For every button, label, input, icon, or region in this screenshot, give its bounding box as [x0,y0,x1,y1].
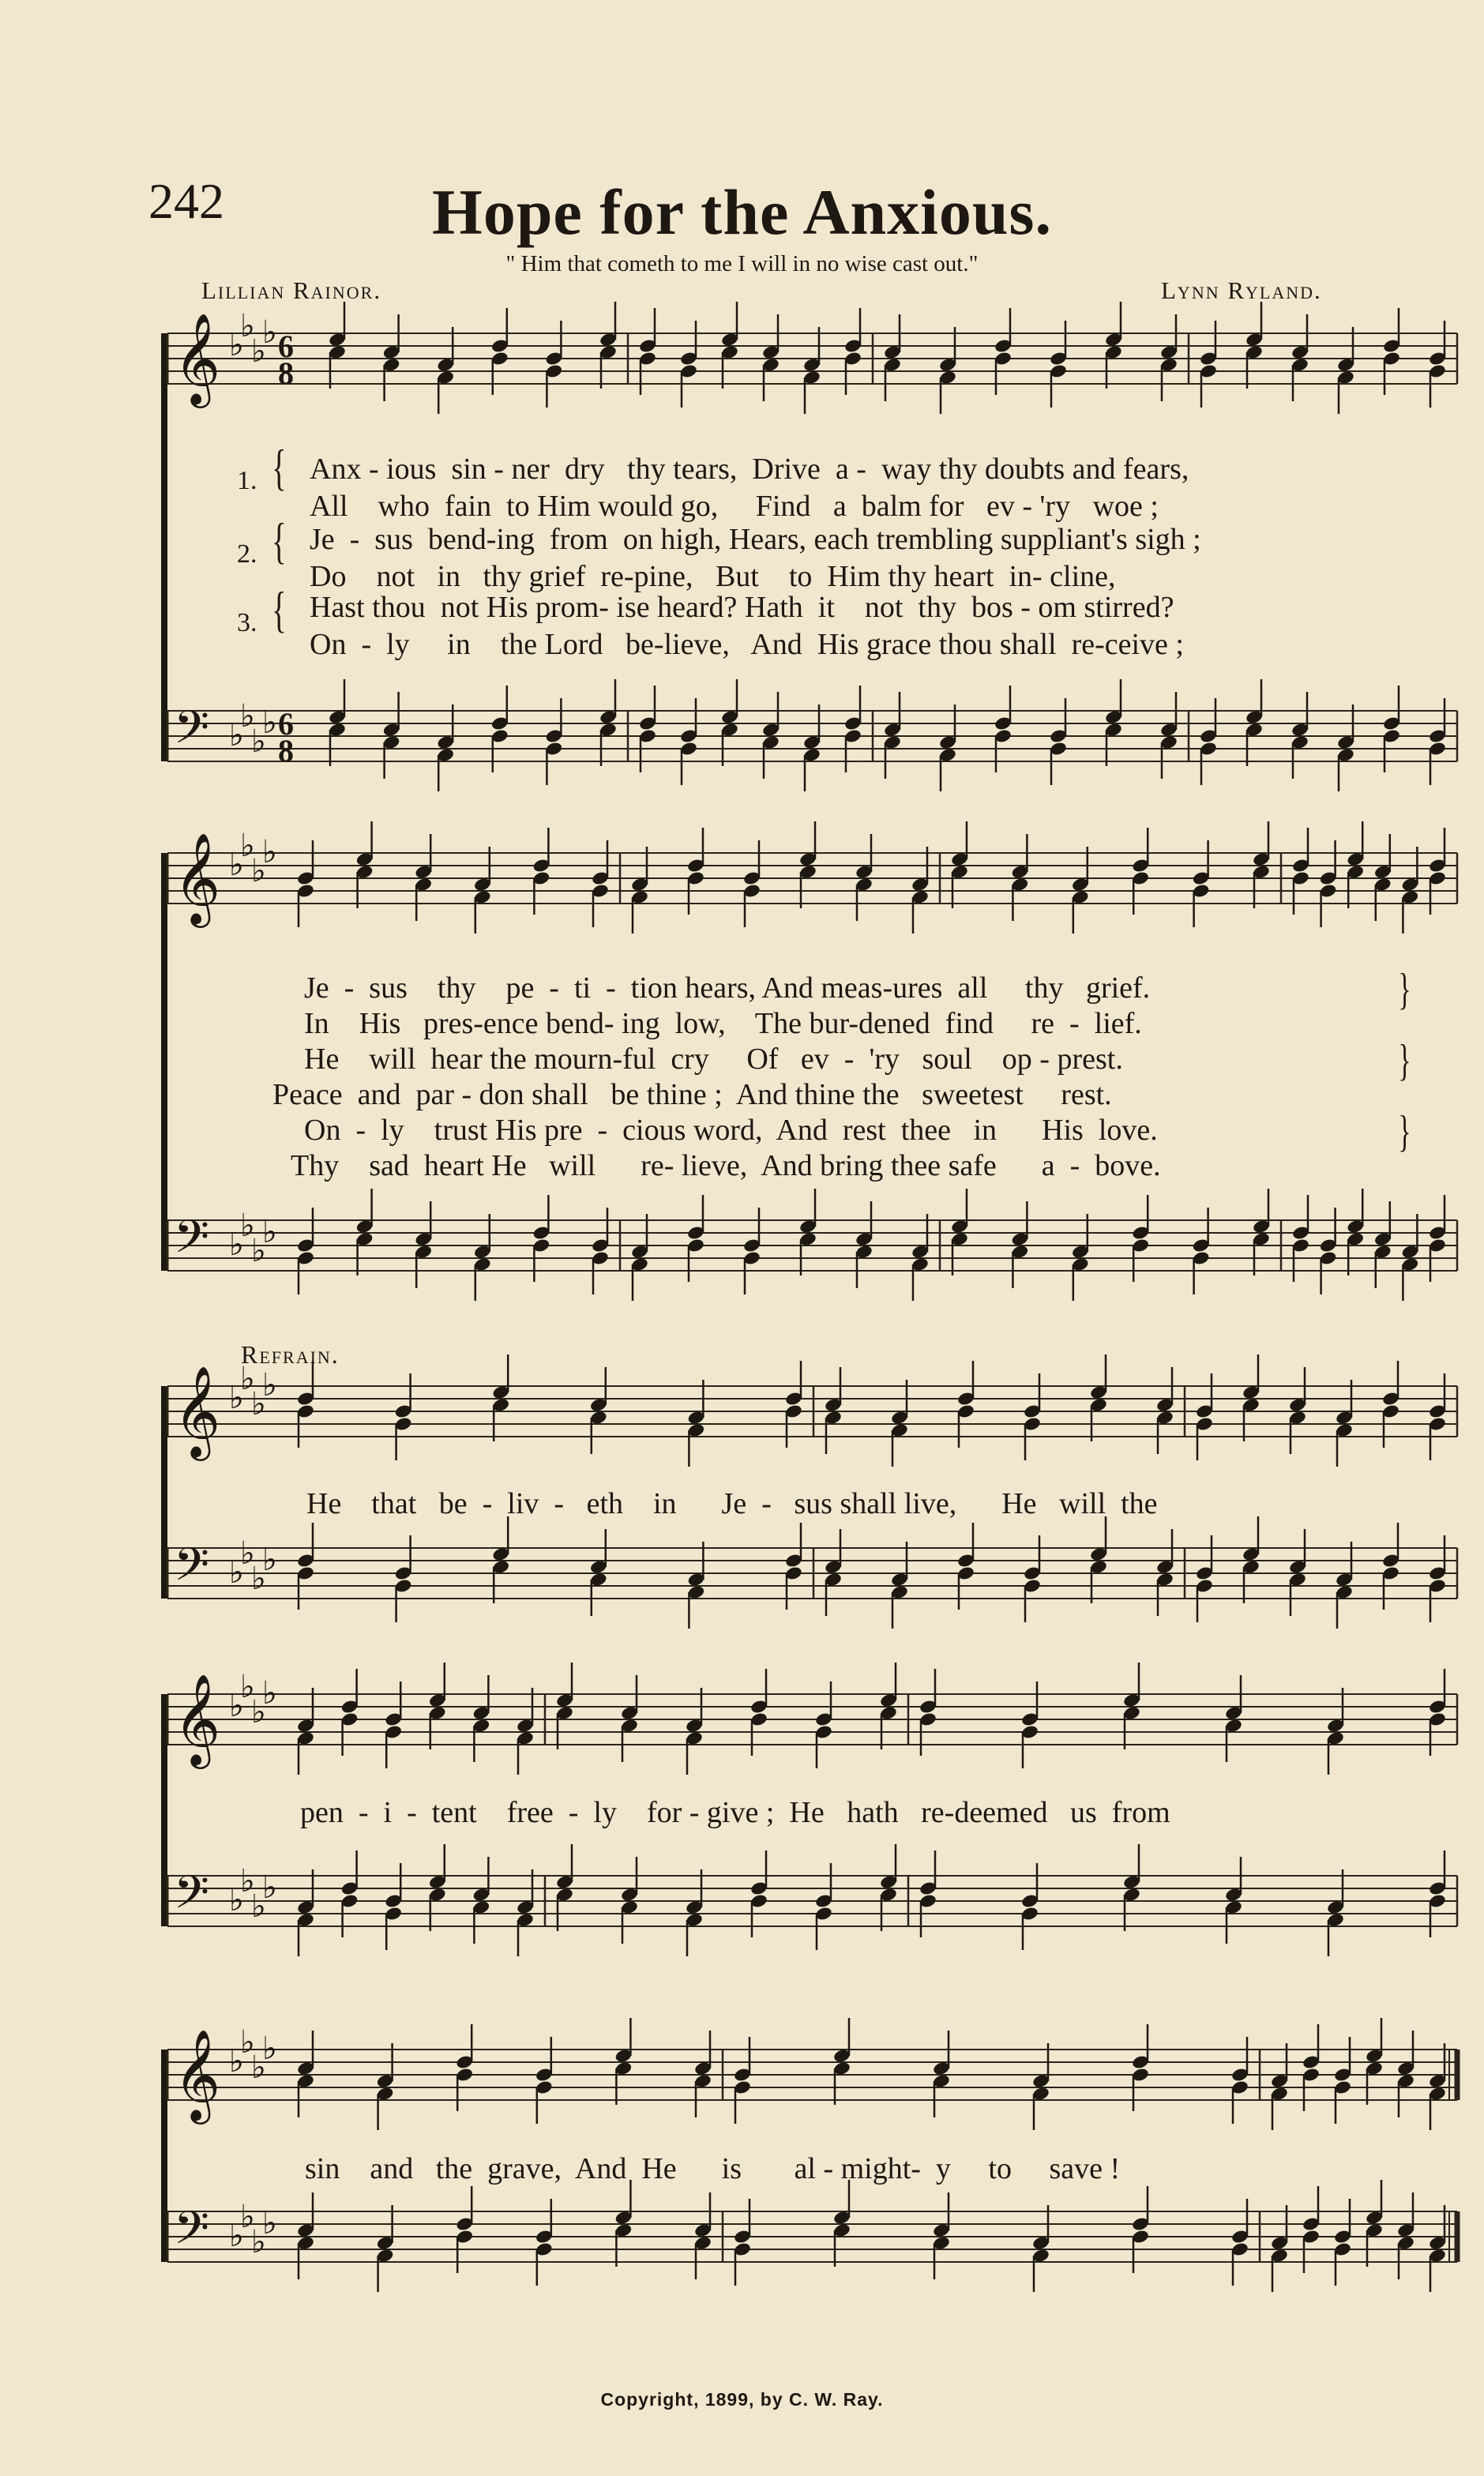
verse-number: 1. [237,466,257,495]
flat-icon: ♭ [262,1675,277,1711]
flat-icon: ♭ [251,333,266,370]
flat-icon: ♭ [262,834,277,870]
refrain-line-3: sin and the grave, And He is al - might- y to save ! [305,2152,1121,2185]
flat-icon: ♭ [262,1542,277,1578]
flat-icon: ♭ [262,1214,277,1250]
composer-credit: Lynn Ryland. [1161,276,1322,304]
verse-1-line-1: Anx - ious sin - ner dry thy tears, Drive a - way thy doubts and fears, [310,453,1189,486]
time-signature-bottom: 8 [278,355,294,391]
flat-icon: ♭ [251,1561,266,1597]
copyright-notice: Copyright, 1899, by C. W. Ray. [600,2389,884,2410]
verse-part2-line: He will hear the mourn-ful cry Of ev - 'ry soul op - prest. [304,1043,1123,1076]
time-signature-bottom: 8 [278,733,294,768]
hymn-title: Hope for the Anxious. [432,176,1052,248]
flat-icon: ♭ [229,2043,244,2080]
treble-clef-icon: 𝄞 [174,832,221,924]
bass-clef-icon: 𝄢 [174,1210,210,1275]
flat-icon: ♭ [240,1361,255,1397]
verse-3-line-1: Hast thou not His prom- ise heard? Hath it not thy bos - om stirred? [310,591,1174,624]
refrain-label: Refrain. [241,1340,340,1369]
flat-icon: ♭ [240,2024,255,2061]
verse-2-line-1: Je - sus bend-ing from on high, Hears, each trembling suppliant's sigh ; [310,523,1201,556]
bass-clef-icon: 𝄢 [174,2201,210,2266]
flat-icon: ♭ [251,1386,266,1422]
flat-icon: ♭ [240,2199,255,2235]
flat-icon: ♭ [262,2205,277,2241]
verse-3-line-2: On - ly in the Lord be-lieve, And His grace thou shall re-ceive ; [310,628,1184,661]
refrain-line-1: He that be - liv - eth in Je - sus shall live, He will the [306,1487,1158,1520]
flat-icon: ♭ [229,1882,244,1918]
brace-icon: { [272,581,287,637]
flat-icon: ♭ [240,308,255,344]
verse-number: 3. [237,608,257,637]
brace-icon: { [272,439,287,495]
brace-icon: } [1398,1107,1411,1156]
lyricist-credit: Lillian Rainor. [201,276,382,304]
brace-icon: } [1398,1036,1411,1085]
time-signature-top: 6 [278,329,294,364]
flat-icon: ♭ [240,828,255,864]
flat-icon: ♭ [262,1367,277,1403]
flat-icon: ♭ [251,1233,266,1269]
verse-part2-line: Peace and par - don shall be thine ; And thine the sweetest rest. [272,1078,1112,1111]
page-number: 242 [148,173,224,229]
verse-1-line-2: All who fain to Him would go, Find a balm for ev - 'ry woe ; [310,490,1159,523]
flat-icon: ♭ [229,847,244,883]
flat-icon: ♭ [262,314,277,351]
flat-icon: ♭ [251,853,266,889]
verse-part2-line: In His pres-ence bend- ing low, The bur-dened find re - lief. [304,1007,1142,1040]
brace-icon: { [272,513,287,569]
flat-icon: ♭ [251,1694,266,1730]
bass-clef-icon: 𝄢 [174,701,210,765]
treble-clef-icon: 𝄞 [174,1673,221,1765]
flat-icon: ♭ [229,1554,244,1591]
bass-clef-icon: 𝄢 [174,1538,210,1602]
verse-part2-line: On - ly trust His pre - cious word, And rest thee in His love. [304,1114,1158,1147]
epigraph: " Him that cometh to me I will in no wise cast out." [505,251,979,276]
refrain-line-2: pen - i - tent free - ly for - give ; He hath re-deemed us from [300,1796,1170,1829]
flat-icon: ♭ [240,1535,255,1572]
flat-icon: ♭ [251,1888,266,1925]
flat-icon: ♭ [229,717,244,753]
flat-icon: ♭ [229,1227,244,1263]
flat-icon: ♭ [229,1688,244,1724]
flat-icon: ♭ [240,1863,255,1899]
verse-number: 2. [237,539,257,569]
flat-icon: ♭ [240,1208,255,1244]
flat-icon: ♭ [262,1869,277,1906]
verse-part2-line: Je - sus thy pe - ti - tion hears, And meas-ures all thy grief. [304,971,1151,1005]
flat-icon: ♭ [251,723,266,760]
flat-icon: ♭ [262,704,277,741]
flat-icon: ♭ [240,698,255,735]
flat-icon: ♭ [251,2224,266,2260]
treble-clef-icon: 𝄞 [174,2028,221,2121]
flat-icon: ♭ [229,2218,244,2254]
treble-clef-icon: 𝄞 [174,1365,221,1457]
bass-clef-icon: 𝄢 [174,1865,210,1930]
treble-clef-icon: 𝄞 [174,312,221,404]
flat-icon: ♭ [229,1380,244,1416]
flat-icon: ♭ [262,2031,277,2067]
verse-part2-line: Thy sad heart He will re- lieve, And bring thee safe a - bove. [291,1149,1161,1182]
flat-icon: ♭ [251,2050,266,2086]
flat-icon: ♭ [240,1669,255,1705]
time-signature-top: 6 [278,706,294,742]
verse-2-line-2: Do not in thy grief re-pine, But to Him thy heart in- cline, [310,560,1116,593]
brace-icon: } [1398,965,1411,1014]
flat-icon: ♭ [229,327,244,363]
